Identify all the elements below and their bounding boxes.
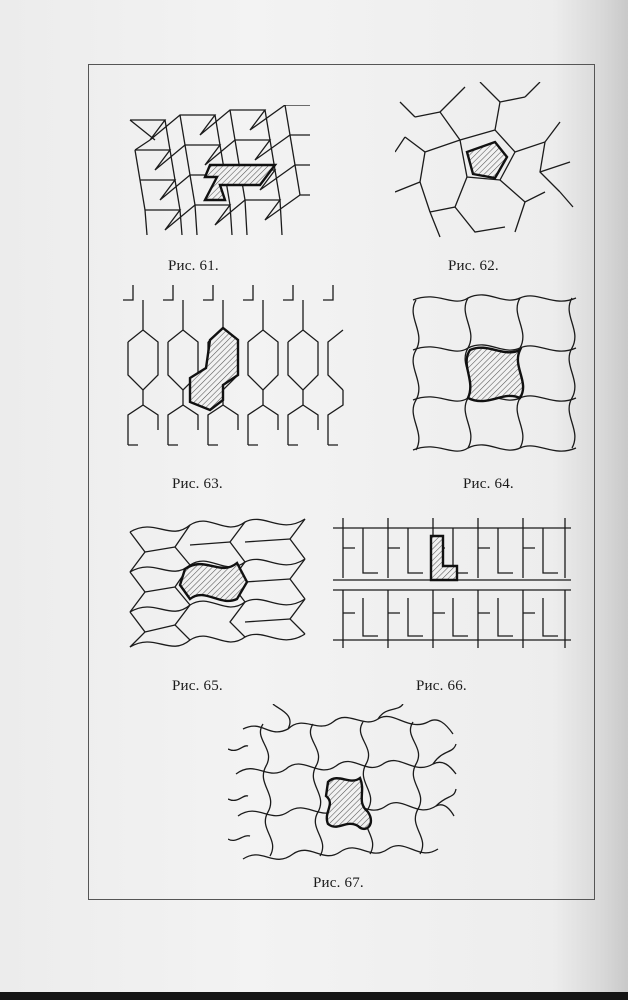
caption-fig-64: Рис. 64.: [463, 476, 514, 492]
figure-66-meander-tiling: [333, 518, 573, 648]
caption-fig-63: Рис. 63.: [172, 476, 223, 492]
figure-64-curved-tiling: [408, 292, 580, 464]
scan-bottom-edge: [0, 992, 628, 1000]
figure-65-wavy-hexagon-tiling: [125, 507, 310, 657]
caption-fig-66: Рис. 66.: [416, 678, 467, 694]
figure-62-pentagon-tiling: [395, 82, 575, 247]
caption-fig-62: Рис. 62.: [448, 258, 499, 274]
caption-fig-61: Рис. 61.: [168, 258, 219, 274]
figure-67-interlocking-tiling: [228, 704, 458, 874]
figure-63-hexagon-tiling: [118, 280, 348, 455]
caption-fig-65: Рис. 65.: [172, 678, 223, 694]
caption-fig-67: Рис. 67.: [313, 875, 364, 891]
figure-61-zigzag-tiling: [125, 105, 315, 240]
